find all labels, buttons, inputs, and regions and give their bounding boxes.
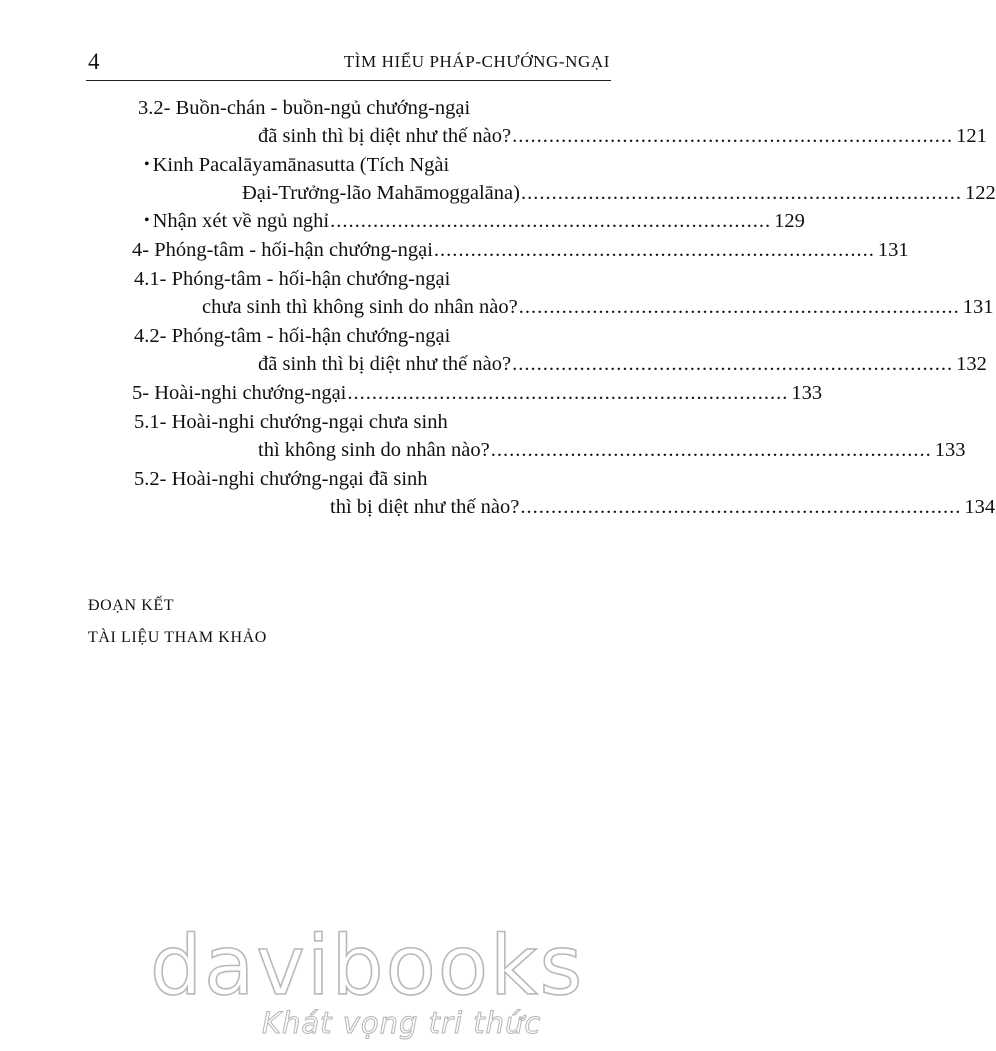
toc-line: [134, 266, 450, 292]
dot-leader: ........................................................................: [520, 182, 962, 204]
toc-page-number: 132: [956, 353, 987, 375]
dot-leader: ........................................................................: [518, 296, 960, 318]
toc-page-number: 122: [964, 182, 996, 204]
toc-page-number: 133: [934, 439, 966, 461]
dot-leader: ........................................................................: [512, 353, 954, 375]
bullet-icon: •: [144, 212, 150, 229]
bullet-icon: •: [144, 156, 150, 173]
toc-page-number: 131: [962, 296, 994, 318]
section-conclusion: ĐOẠN KẾT: [88, 597, 175, 614]
toc-entry-text: Đại-Trưởng-lão Mahāmoggalāna): [242, 182, 520, 204]
toc-entry: [258, 123, 987, 149]
toc-entry: [242, 180, 996, 206]
toc-entry-text: 5- Hoài-nghi chướng-ngại: [132, 382, 347, 404]
running-header: TÌM HIỂU PHÁP-CHƯỚNG-NGẠI: [343, 52, 610, 71]
toc-page-number: 131: [877, 239, 909, 261]
toc-entry: [144, 208, 805, 236]
toc-entry-text: đã sinh thì bị diệt như thế nào?: [258, 353, 512, 375]
dot-leader: ........................................................................: [330, 210, 772, 232]
toc-page-number: 134: [964, 496, 996, 518]
toc-page-number: 121: [956, 125, 987, 147]
header-rule: [86, 80, 611, 81]
toc-entry-text: thì không sinh do nhân nào?: [258, 439, 490, 461]
toc-page-number: 133: [791, 382, 823, 404]
toc-entry: [258, 351, 987, 377]
toc-line-text: 4.1- Phóng-tâm - hối-hận chướng-ngại: [134, 268, 451, 290]
dot-leader: ........................................................................: [347, 382, 789, 404]
toc-line: [134, 409, 448, 435]
toc-entry: [330, 494, 996, 520]
toc-entry: [202, 294, 994, 320]
toc-entry-text: 4- Phóng-tâm - hối-hận chướng-ngại: [132, 239, 433, 261]
toc-entry-text: chưa sinh thì không sinh do nhân nào?: [202, 296, 518, 318]
toc-line-text: Kinh Pacalāyamānasutta (Tích Ngài: [152, 154, 450, 176]
watermark-logo: davibooks: [150, 919, 585, 1014]
toc-line: [138, 95, 470, 121]
watermark-tagline: Khát vọng tri thức: [262, 1006, 542, 1040]
toc-line: [134, 466, 428, 492]
toc-entry: [258, 437, 966, 463]
toc-line: [134, 323, 450, 349]
toc-page-number: 129: [774, 210, 805, 232]
toc-entry: [132, 237, 909, 263]
toc-line-text: 3.2- Buồn-chán - buồn-ngủ chướng-ngại: [138, 97, 471, 119]
dot-leader: ........................................................................: [490, 439, 932, 461]
toc-line-text: 5.1- Hoài-nghi chướng-ngại chưa sinh: [134, 411, 448, 433]
toc-entry-text: đã sinh thì bị diệt như thế nào?: [258, 125, 512, 147]
page-number: 4: [88, 49, 100, 74]
toc-line-text: 5.2- Hoài-nghi chướng-ngại đã sinh: [134, 468, 428, 490]
dot-leader: ........................................................................: [433, 239, 875, 261]
toc-entry-text: thì bị diệt như thế nào?: [330, 496, 520, 518]
toc-entry-text: Nhận xét về ngủ nghỉ: [152, 210, 330, 232]
dot-leader: ........................................................................: [520, 496, 962, 518]
dot-leader: ........................................................................: [512, 125, 954, 147]
toc-line-text: 4.2- Phóng-tâm - hối-hận chướng-ngại: [134, 325, 451, 347]
toc-entry: [132, 380, 823, 406]
section-references: TÀI LIỆU THAM KHẢO: [88, 629, 267, 646]
toc-line: [144, 152, 449, 180]
